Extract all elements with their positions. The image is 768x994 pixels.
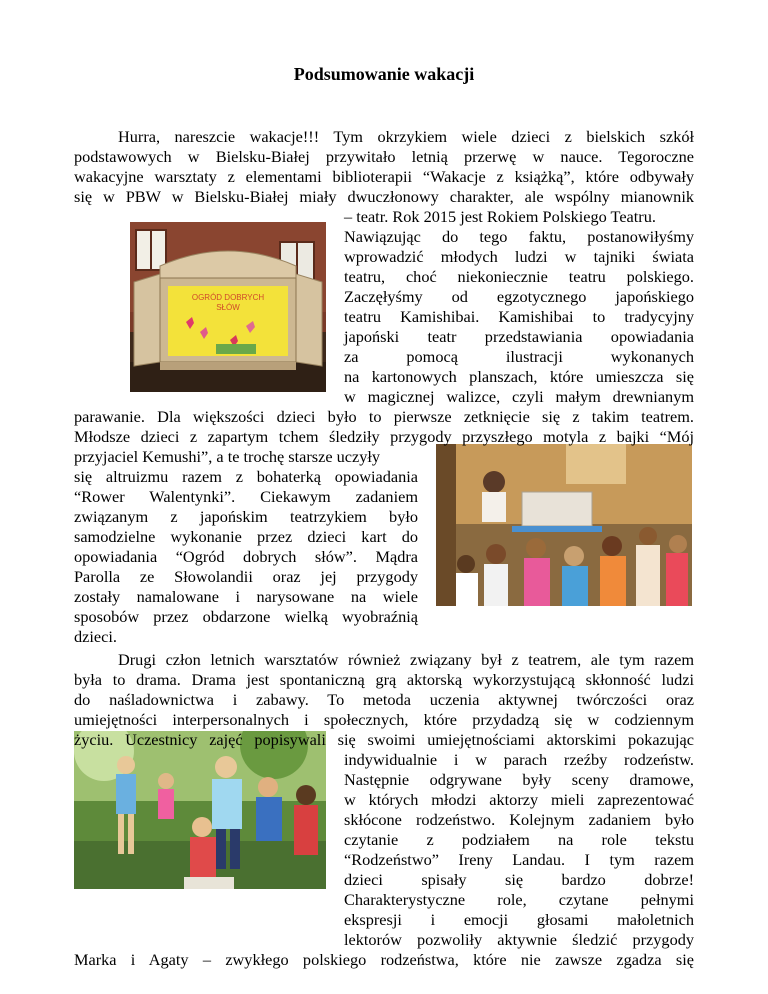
paragraph-line: w magicznej walizce, czyli małym drewnianym	[344, 387, 694, 406]
paragraph-line: wakacyjne warsztaty z elementami biblioterapii “Wakacje z książką”, które odbywały	[74, 167, 694, 186]
paragraph-line: zostały namalowane i narysowane na wiele	[74, 587, 418, 606]
paragraph-line: dzieci spisały się bardzo dobrze!	[344, 870, 694, 889]
kamishibai-photo	[130, 222, 326, 392]
paragraph-line: japoński teatr przedstawiania opowiadania	[344, 327, 694, 346]
paragraph-line: Młodsze dzieci z zapartym tchem śledziły przygody przyszłego motyla z bajki “Mój	[74, 427, 694, 446]
paragraph-line: była to drama. Drama jest spontaniczną grą aktorską wykorzystującą skłonność ludzi	[74, 670, 694, 689]
paragraph-line: – teatr. Rok 2015 jest Rokiem Polskiego Teatru.	[344, 207, 656, 226]
paragraph-line: za pomocą ilustracji wykonanych	[344, 347, 694, 366]
paragraph-line: teatru Kamishibai. Kamishibai to tradycyjny	[344, 307, 694, 326]
paragraph-line: Drugi człon letnich warsztatów również związany był z teatrem, ale tym razem	[118, 650, 694, 669]
paragraph-line: do naśladownictwa i zabawy. To metoda uczenia aktywnej twórczości oraz	[74, 690, 694, 709]
paragraph-line: indywidualnie i w parach rzeźby rodzeństw.	[344, 750, 694, 769]
paragraph-line: podstawowych w Bielsku-Białej przywitało letnią przerwę w nauce. Tegoroczne	[74, 147, 694, 166]
paragraph-line: czytanie z podziałem na role tekstu	[344, 830, 694, 849]
paragraph-line: związanym z japońskim teatrzykiem było	[74, 507, 418, 526]
drama-outdoor-photo	[74, 731, 326, 889]
paragraph-line: parawanie. Dla większości dzieci było to pierwsze zetknięcie się z takim teatrem.	[74, 407, 694, 426]
paragraph-line: skłócone rodzeństwo. Kolejnym zadaniem było	[344, 810, 694, 829]
paragraph-line: Zaczęłyśmy od egzotycznego japońskiego	[344, 287, 694, 306]
paragraph-line: w których młodzi aktorzy mieli zaprezentować	[344, 790, 694, 809]
paragraph-line: Charakterystyczne role, czytane pełnymi	[344, 890, 694, 909]
paragraph-line: wprowadzić młodych ludzi w tajniki świata	[344, 247, 694, 266]
paragraph-line: na kartonowych planszach, które umieszcza się	[344, 367, 694, 386]
paragraph-line: umiejętności interpersonalnych i społecznych, które przydadzą się w codziennym	[74, 710, 694, 729]
paragraph-line: Parolla ze Słowolandii oraz jej przygody	[74, 567, 418, 586]
paragraph-line: opowiadania “Ogród dobrych słów”. Mądra	[74, 547, 418, 566]
paragraph-line: Następnie odgrywane były sceny dramowe,	[344, 770, 694, 789]
paragraph-line: teatru, choć niekoniecznie teatru polskiego.	[344, 267, 694, 286]
paragraph-line: się altruizmu razem z bohaterką opowiadania	[74, 467, 418, 486]
board-title-line2: SŁÓW	[216, 303, 240, 312]
paragraph-line: Nawiązując do tego faktu, postanowiłyśmy	[344, 227, 694, 246]
board-title-line1: OGRÓD DOBRYCH	[191, 293, 265, 302]
paragraph-line: lektorów pozwoliły aktywnie śledzić przygody	[344, 930, 694, 949]
paragraph-line: przyjaciel Kemushi”, a te trochę starsze uczyły	[74, 447, 381, 466]
paragraph-line: ekspresji i emocji głosami małoletnich	[344, 910, 694, 929]
paragraph-line: “Rodzeństwo” Ireny Landau. I tym razem	[344, 850, 694, 869]
page-title: Podsumowanie wakacji	[293, 64, 475, 84]
paragraph-line: Marka i Agaty – zwykłego polskiego rodzeństwa, które nie zawsze zgadza się	[74, 950, 694, 969]
paragraph-line: Hurra, nareszcie wakacje!!! Tym okrzykiem wiele dzieci z bielskich szkół	[118, 127, 694, 146]
paragraph-line: się w PBW w Bielsku-Białej miały dwuczłonowy charakter, ale wspólny mianownik	[74, 187, 694, 206]
children-audience-photo	[436, 444, 692, 606]
paragraph-line: “Rower Walentynki”. Ciekawym zadaniem	[74, 487, 418, 506]
paragraph-line: życiu. Uczestnicy zajęć popisywali się swoimi umiejętnościami aktorskimi pokazując	[74, 730, 694, 749]
paragraph-line: samodzielne wykonanie przez dzieci kart do	[74, 527, 418, 546]
paragraph-line: dzieci.	[74, 627, 117, 646]
paragraph-line: sposobów przez obdarzone wielką wyobraźnią	[74, 607, 418, 626]
